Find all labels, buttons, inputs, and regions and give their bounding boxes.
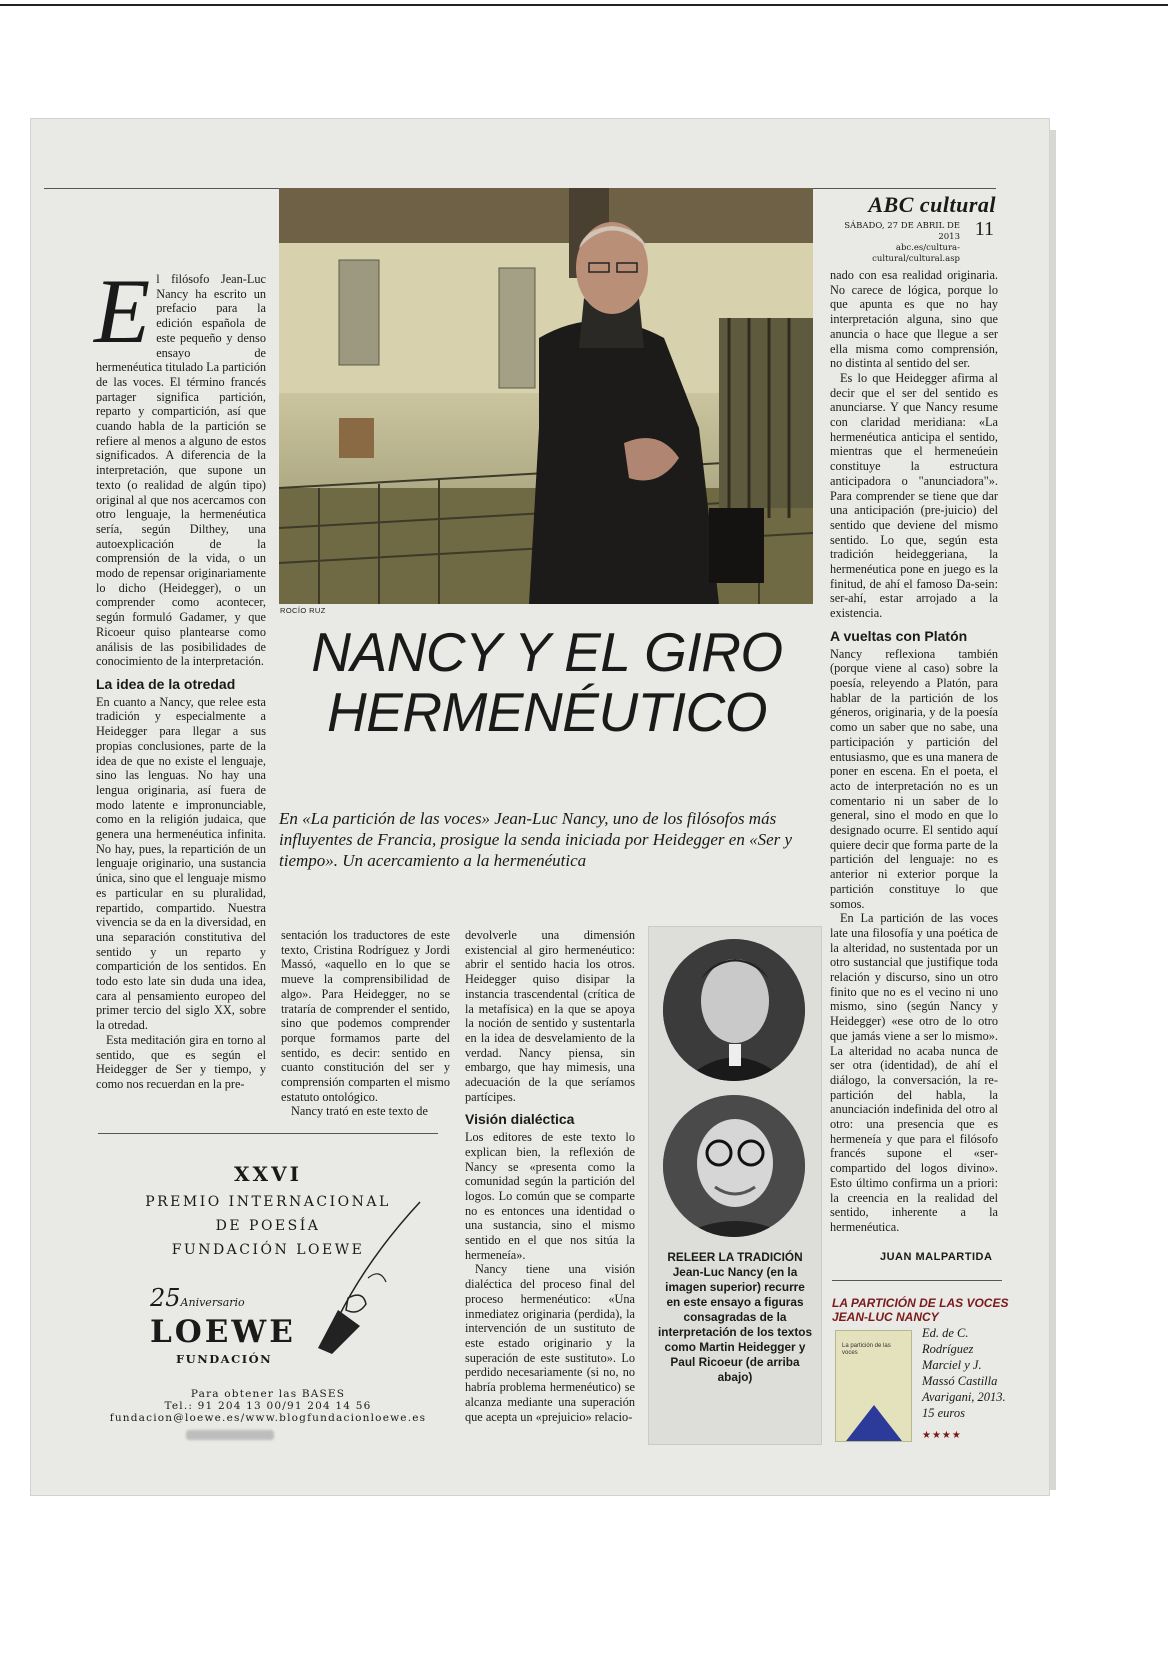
article-column-1 [94, 260, 266, 1092]
article-paragraph: l filósofo Jean-Luc Nancy ha escrito un prefacio para la edición española de este pequeño y denso ensayo de hermenéutica titulado La partición de las voces. El término francés partager significa partición, reparto y compartición, así que cuando habla de la partición se refiere al menos a alguno de estos significados. A diferencia de la interpretación, que supone un texto (o realidad de algún tipo) original al que nos acercamos con otro lenguaje, la hermenéutica sería, según Dilthey, una autoexplicación de la comprensión de la vida, o un modo de repensar originariamente lo dicho (Heidegger), o un comprender como acontecer, según formuló Gadamer, y que Ricoeur quiso plantearse como análisis de las posibilidades de conocimiento de la interpretación. [96, 272, 266, 669]
article-paragraph: Los editores de este texto lo explican bien, la reflexión de Nancy se «presenta como la comunidad según la partición del logos. Lo común que se comparte no es entonces una identidad o una sustancia, sino el mismo sentido en el que nos sitúa la hermeneía». [465, 1130, 635, 1262]
main-photo [279, 188, 813, 604]
article-paragraph: nado con esa realidad originaria. No carece de lógica, porque lo que apunta es que no hay interpretación alguna, sino que anuncia o hace que llegue a ser ella misma como comprensión, no distinta al sentido del ser. [830, 268, 998, 371]
article-paragraph: Esta meditación gira en torno al sentido, que es según el Heidegger de Ser y tiempo, y como nos recuerdan en la pre- [96, 1032, 266, 1091]
loewe-fundacion: FUNDACIÓN [176, 1352, 273, 1366]
loewe-logo: LOEWE [150, 1314, 296, 1350]
heidegger-portrait [663, 939, 805, 1081]
book-rating: ★★★★ [922, 1430, 962, 1441]
book-box-rule [832, 1280, 1002, 1281]
article-paragraph: Nancy tiene una visión dialéctica del proceso final del proceso hermenéutico: «Una inmediatez originaria (perdida), la intervención de un sustituto de este estado originario y la superación de este sustituto». Lo perdido necesariamente (si no, no habría problema hermenéutico) se alcanza mediante una superación que acepta un «prejuicio» relacio- [465, 1262, 635, 1424]
book-cover-title: La partición de las voces [842, 1343, 891, 1356]
article-column-3 [465, 928, 635, 1424]
subheadline: En «La partición de las voces» Jean-Luc Nancy, uno de los filósofos más influyentes de Francia, prosigue la senda iniciada por Heidegger en «Ser y tiempo». Un acercamiento a la hermenéutica [279, 809, 793, 870]
headline [282, 622, 812, 742]
article-paragraph: Nancy reflexiona también (porque viene al caso) sobre la poesía, releyendo a Platón, para hablar de la partición de los géneros, originaria, y de la poesía como un saber que no sabe, una participación y partición del entusiasmo, que es una manera de poner en escena. En el poeta, el acto de interpretación no es un comentario ni un saber de lo general, sino el modo en que lo designado ocurre. El sentido aquí quiere decir que forma parte de la partición del lenguaje: no es anterior ni exterior porque la partición constituye lo que somos. [830, 646, 998, 911]
masthead [820, 192, 996, 265]
drop-cap: E [94, 260, 151, 362]
ricoeur-portrait [663, 1095, 805, 1237]
advert-rule [98, 1133, 438, 1134]
section-heading: La idea de la otredad [96, 675, 236, 692]
article-paragraph: Es lo que Heidegger afirma al decir que el ser del sentido es anunciarse. Y que Nancy resume con claridad meridiana: «La hermenéutica anticipa el sentido, mientras que el hermeneúein constituye la estructura anticipadora o "anunciadora"». Para comprender se tiene que dar una anticipación (pre-juicio) del sentido que deviene del mismo sentido. Lo que, según esta tradición heideggeriana, la hermenéutica pone en juego es la finitud, de ahí el famoso Da-sein: ser-ahí, estar arrojado a la existencia. [830, 370, 998, 621]
loewe-advert [98, 1142, 438, 1442]
advert-phone: Tel.: 91 204 13 00/91 204 14 56 [164, 1400, 372, 1412]
advert-line-1: PREMIO INTERNACIONAL [145, 1194, 391, 1210]
headline-line-1: NANCY Y EL GIRO [311, 621, 783, 683]
sidebar-caption [657, 1250, 813, 1385]
sidebar-caption-title: RELEER LA TRADICIÓN [667, 1250, 803, 1264]
advert-line-2: DE POESÍA [215, 1218, 321, 1234]
advert-edition: XXVI [234, 1162, 302, 1186]
section-heading: A vueltas con Platón [830, 627, 968, 644]
masthead-date [820, 221, 996, 265]
book-title: LA PARTICIÓN DE LAS VOCES JEAN-LUC NANCY [832, 1296, 1009, 1324]
book-cover [835, 1330, 912, 1442]
sidebar-caption-body: Jean-Luc Nancy (en la imagen superior) recurre en este ensayo a figuras consagradas de la interpretación de los textos como Martin Heidegger y Paul Ricoeur (de arriba abajo) [657, 1265, 813, 1384]
article-paragraph: devolverle una dimensión existencial al giro hermenéutico: abrir el sentido hacia los otros. Heidegger quiso disipar la instancia trascendental (crítica de la metafísica) en la que se apoya la noción de sentido y sustentarla en la idea de desvelamiento de la verdad. Nancy piensa, sin embargo, que hay mimesis, una adecuación de la que seríamos partícipes. [465, 928, 635, 1104]
anniversary-number: 25 [150, 1284, 181, 1312]
section-url: abc.es/cultura-cultural/cultural.asp [872, 243, 960, 264]
author-signature: JUAN MALPARTIDA [880, 1251, 993, 1263]
article-column-2 [281, 928, 450, 1119]
fountain-pen-icon [308, 1198, 428, 1362]
book-info: Ed. de C. Rodríguez Marciel y J. Massó Castilla Avarigani, 2013. 15 euros [922, 1326, 1006, 1420]
headline-line-2: HERMENÉUTICO [326, 681, 768, 743]
sidebar-box [648, 926, 822, 1445]
section-heading: Visión dialéctica [465, 1111, 575, 1128]
advert-line-3: FUNDACIÓN LOEWE [171, 1242, 365, 1258]
scan-top-line [0, 4, 1168, 6]
advert-email: fundacion@loewe.es/www.blogfundacionloewe.es [109, 1412, 427, 1424]
page-number: 11 [974, 218, 994, 240]
article-paragraph: Nancy trató en este texto de [291, 1104, 428, 1119]
article-column-4 [830, 268, 998, 1235]
book-cover-triangle [846, 1405, 902, 1441]
scan-smudge [186, 1430, 274, 1440]
anniversary-word: Aniversario [180, 1296, 245, 1309]
publication-date: SÁBADO, 27 DE ABRIL DE 2013 [844, 221, 960, 242]
photo-credit: ROCÍO RUZ [280, 606, 326, 615]
advert-contact [98, 1388, 438, 1424]
article-paragraph: En cuanto a Nancy, que relee esta tradición y especialmente a Heidegger para llegar a sus propias conclusiones, parte de la idea de que no existe el lenguaje, sino las lenguas. No hay una lengua originaria, así fuera de modo latente e impronunciable, como en la religión judaica, que genera una hermenéutica infinita. No hay, pues, la repartición de un lenguaje originario, una sustancia única, sino que el lenguaje mismo es particular en su pluralidad, repartido, compartido. Nuestra vivencia se da en la diversidad, en una separación constitutiva del sentido y un reparto y compartición de los sentidos. En todo esto late sin duda una idea, cara al pensamiento europeo del primer tercio del siglo XX, sobre la otredad. [96, 694, 266, 1033]
section-brand: ABC cultural [868, 192, 996, 217]
article-paragraph: En La partición de las voces late una filosofía y una poética de la alteridad, no sustentada por un otro sustancial que justifique toda relación y discurso, sino un otro finito que no es el vecino ni uno mismo, sino (según Nancy y Heidegger) «ese otro de lo otro que jamás viene a ser lo mismo». La alteridad no acaba nunca de ser otra (identidad), de ahí el diálogo, la conversación, la re-partición del habla, la anunciación indefinida del otro al otro: una presencia que es hermeneía y que para el filósofo francés supone el «ser-compartido del logos divino». Esto último confirma un a priori: la creencia en la realidad del sentido, inherente a la hermenéutica. [830, 911, 998, 1234]
article-paragraph: sentación los traductores de este texto, Cristina Rodríguez y Jordi Massó, «aquello en lo que se mueve la comprensibilidad de algo». Para Heidegger, no se trataría de comprender el sentido, sino que podemos comprender porque formamos parte del sentido, es decir: sentido en cuanto constitución del ser y comprensión comparten el mismo estatuto ontológico. [281, 928, 450, 1104]
anniversary-mark [150, 1284, 245, 1312]
advert-bases: Para obtener las BASES [190, 1388, 346, 1400]
paper-edge [1050, 130, 1056, 1490]
